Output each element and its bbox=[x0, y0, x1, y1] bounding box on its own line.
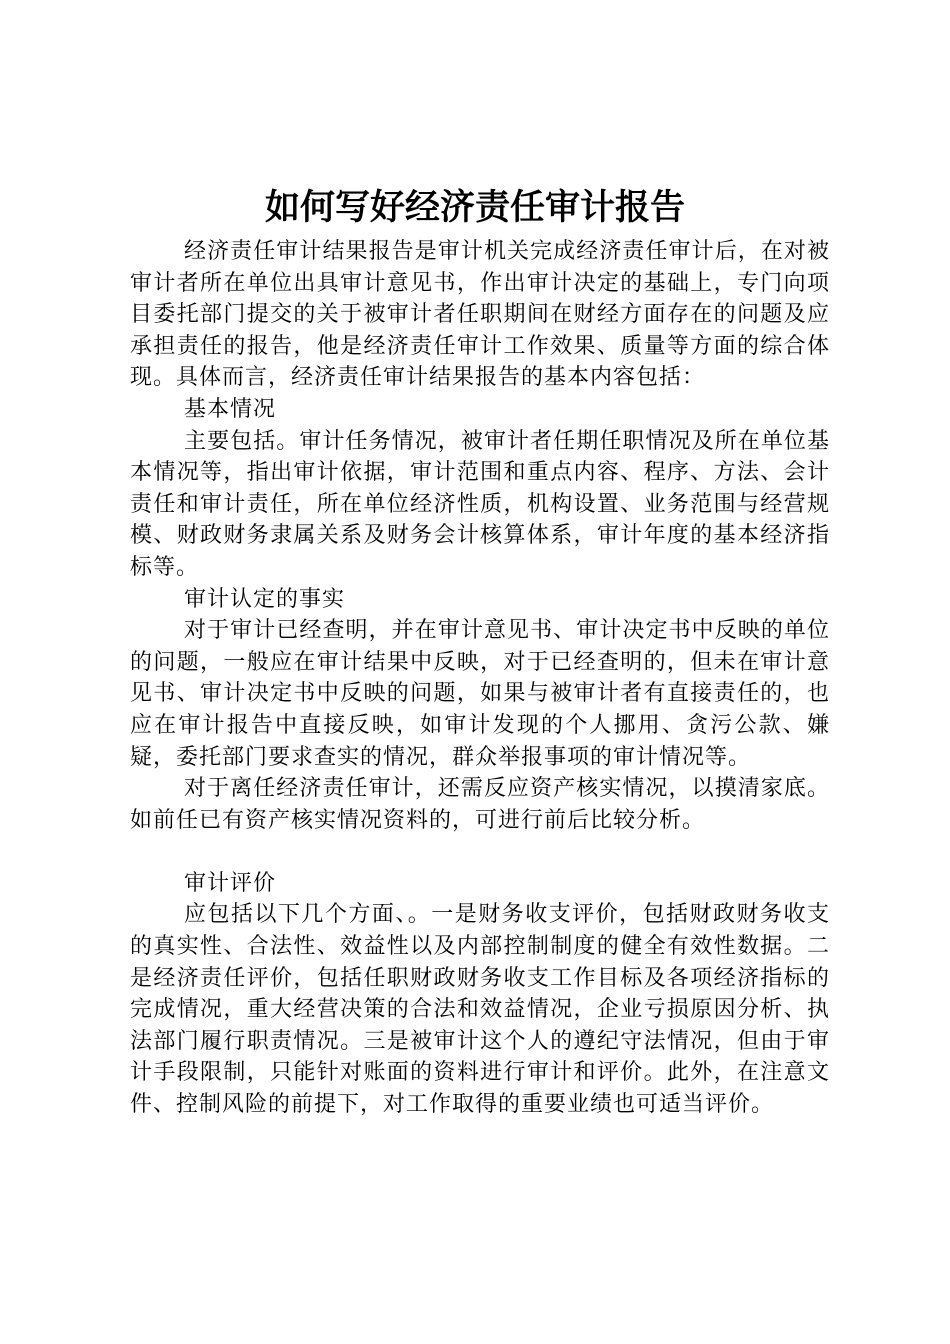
document-title: 如何写好经济责任审计报告 bbox=[264, 187, 685, 228]
paragraph-audit-evaluation: 应包括以下几个方面、。一是财务收支评价，包括财政财务收支的真实性、合法性、效益性以及内部控制制度的健全有效性数据。二是经济责任评价，包括任职财政财务收支工作目标及各项经济指标的完成情况，重大经营决策的合法和效益情况，企业亏损原因分析、执法部门履行职责情况。三是被审计这个人的遵纪守法情况，但由于审计手段限制，只能针对账面的资料进行审计和评价。此外，在注意文件、控制风险的前提下，对工作取得的重要业绩也可适当评价。 bbox=[130, 902, 830, 1118]
paragraph-asset-verification: 对于离任经济责任审计，还需反应资产核实情况，以摸清家底。如前任已有资产核实情况资料的，可进行前后比较分析。 bbox=[130, 776, 830, 833]
paragraph-basic-info: 主要包括。审计任务情况，被审计者任期任职情况及所在单位基本情况等，指出审计依据，审计范围和重点内容、程序、方法、会计责任和审计责任，所在单位经济性质，机构设置、业务范围与经营规模、财政财务隶属关系及财务会计核算体系，审计年度的基本经济指标等。 bbox=[130, 428, 830, 580]
paragraph-audit-facts: 对于审计已经查明，并在审计意见书、审计决定书中反映的单位的问题，一般应在审计结果中反映，对于已经查明的，但未在审计意见书、审计决定书中反映的问题，如果与被审计者有直接责任的，也应在审计报告中直接反映，如审计发现的个人挪用、贪污公款、嫌疑，委托部门要求查实的情况，群众举报事项的审计情况等。 bbox=[130, 618, 830, 770]
blank-line bbox=[130, 836, 830, 868]
section-heading-basic-info: 基本情况 bbox=[184, 396, 277, 422]
section-heading-audit-evaluation: 审计评价 bbox=[184, 870, 277, 896]
paragraph-intro: 经济责任审计结果报告是审计机关完成经济责任审计后，在对被审计者所在单位出具审计意见书，作出审计决定的基础上，专门向项目委托部门提交的关于被审计者任职期间在财经方面存在的问题及应承担责任的报告，他是经济责任审计工作效果、质量等方面的综合体现。具体而言，经济责任审计结果报告的基本内容包括： bbox=[130, 239, 830, 391]
section-heading-audit-facts: 审计认定的事实 bbox=[184, 586, 346, 612]
document-body bbox=[130, 236, 830, 1121]
